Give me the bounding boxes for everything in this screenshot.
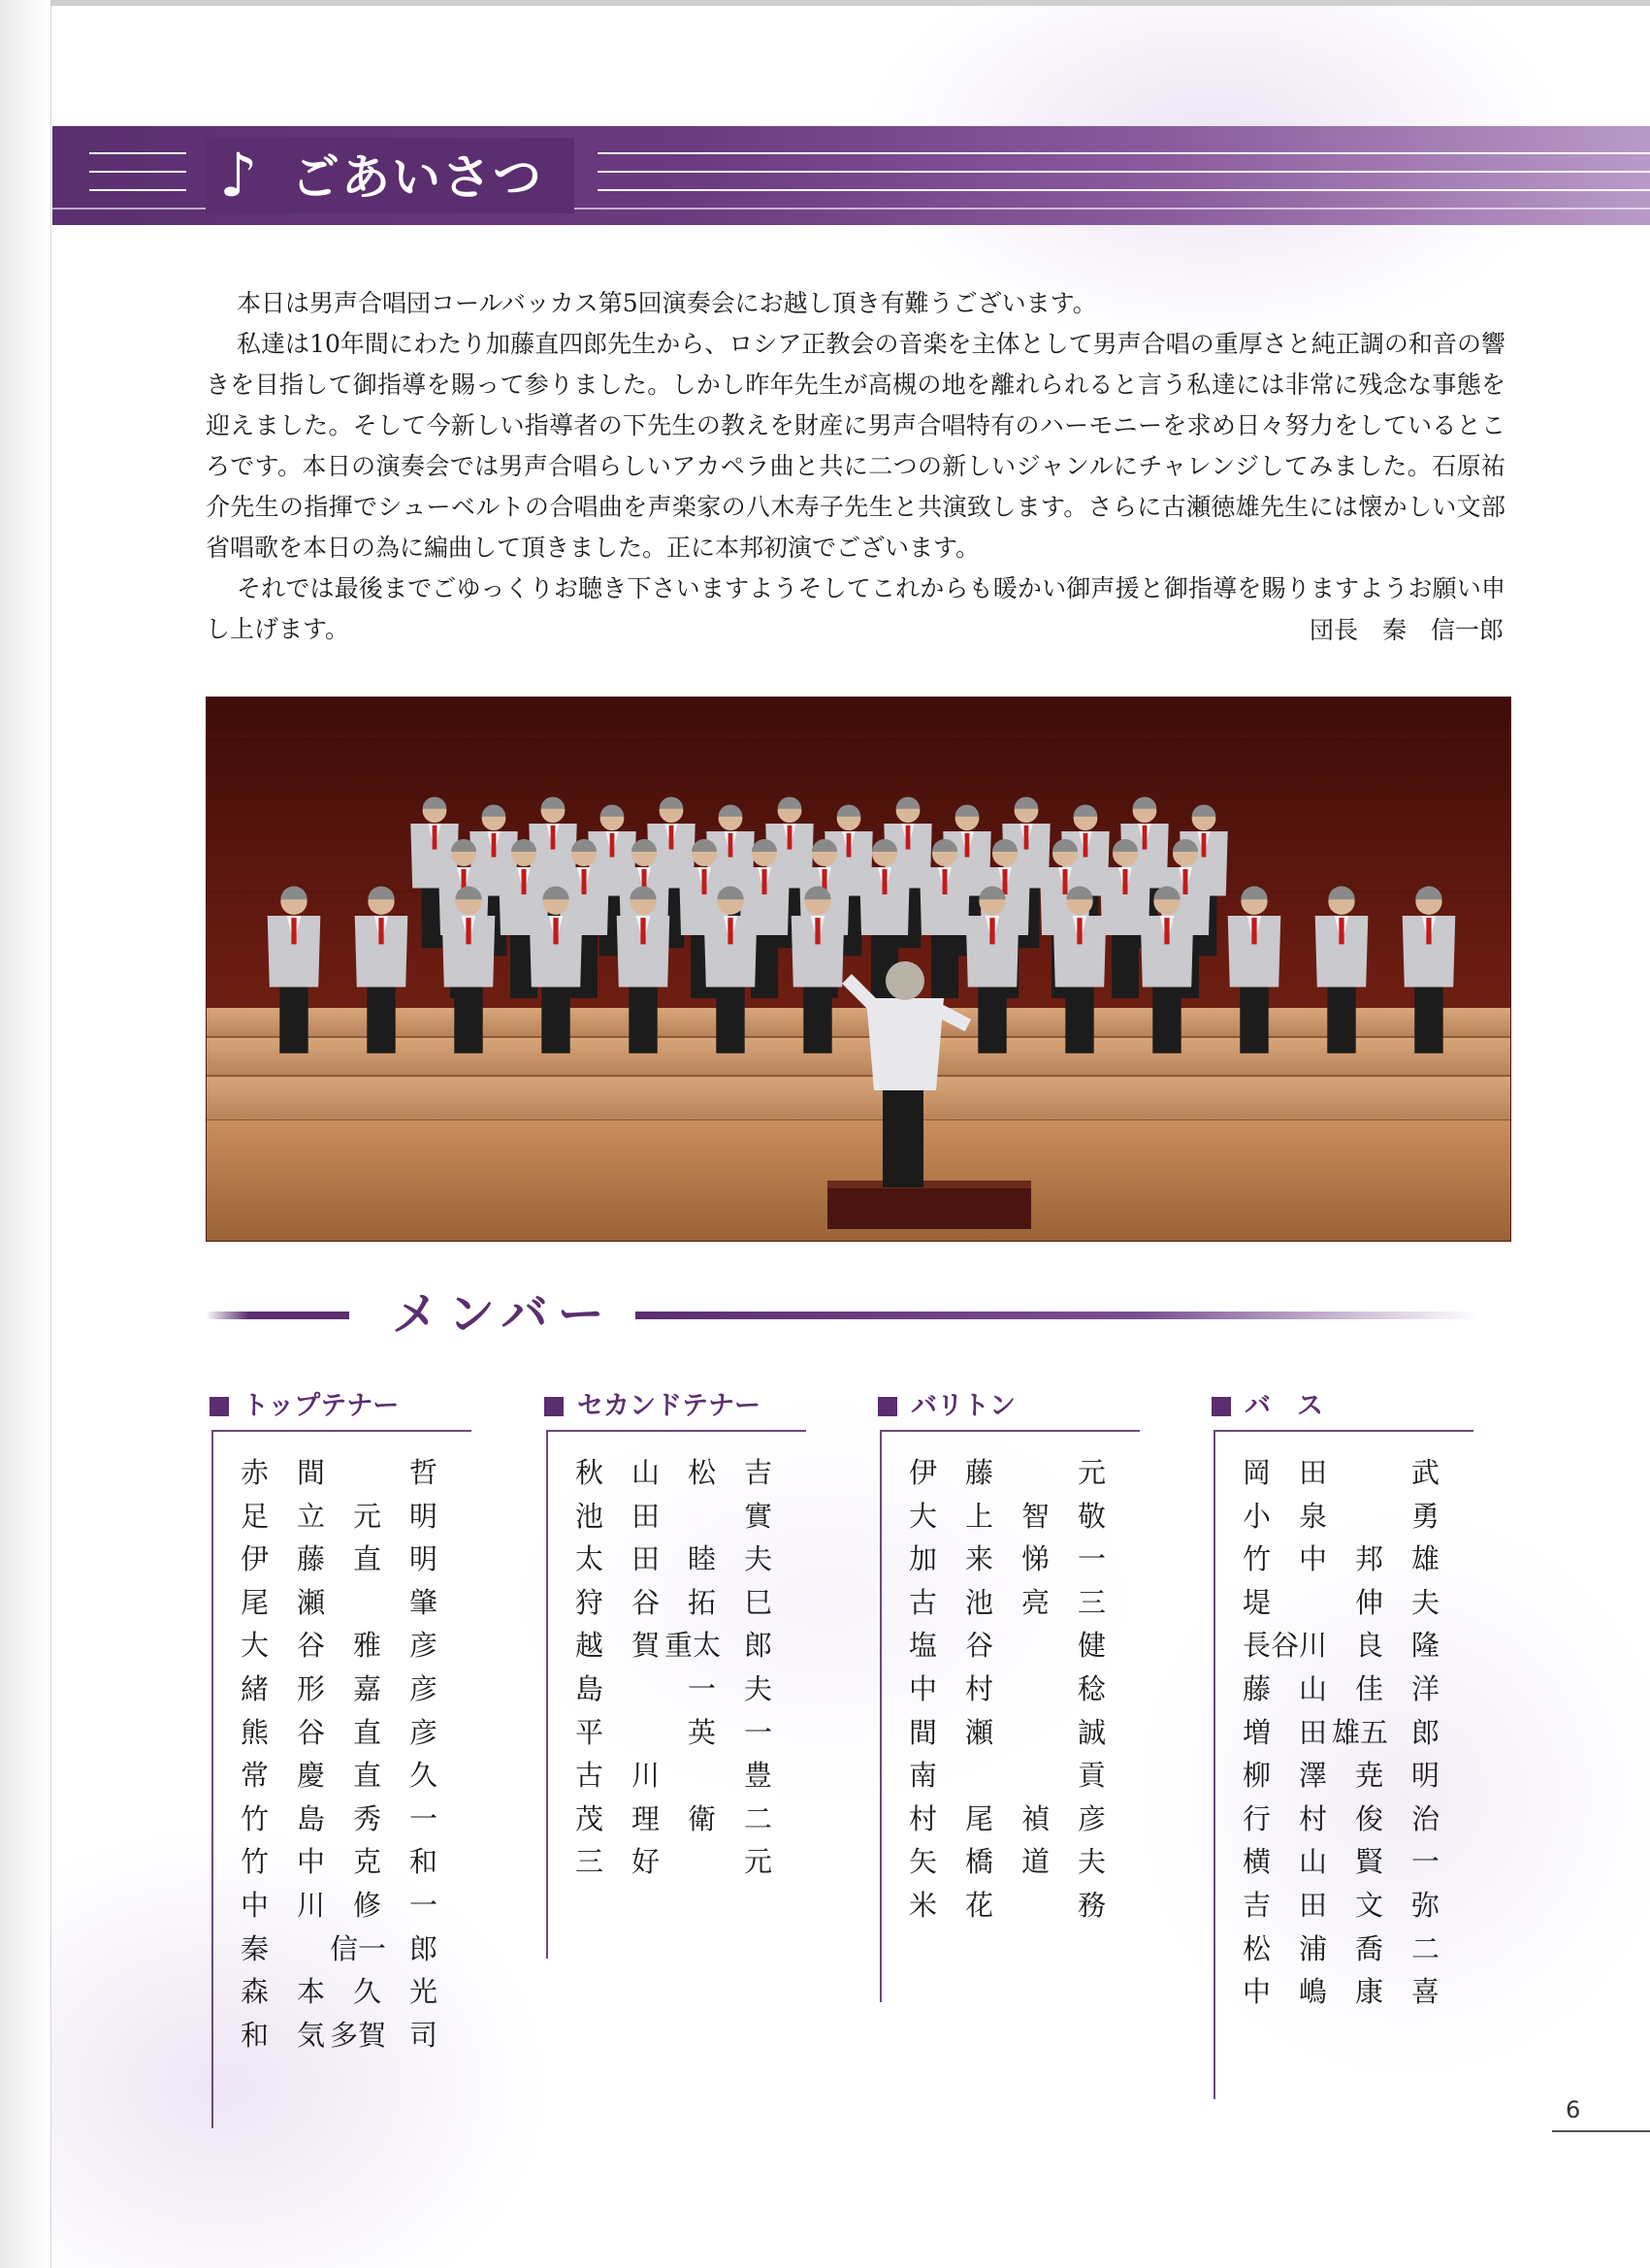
member-name-part: 弥 (1411, 1888, 1440, 1922)
member-name (1243, 1538, 1450, 1581)
member-name-part: 好 (631, 1845, 661, 1879)
member-name-part: 加 (909, 1542, 938, 1576)
member-name (241, 1538, 448, 1581)
member-name-part: 吉 (1243, 1888, 1272, 1922)
member-name-part: 直 (353, 1542, 382, 1576)
member-name (241, 1928, 448, 1971)
member-name (909, 1451, 1116, 1495)
member-name-part: 竹 (241, 1801, 270, 1835)
member-name-part: 中 (909, 1671, 938, 1705)
member-name-part: 重太 (664, 1629, 722, 1663)
section-second-tenor (544, 1387, 796, 1879)
greeting-paragraph: それでは最後までごゆっくりお聴き下さいますようそしてこれからも暖かい御声援と御指導を賜りますようお願い申し上げます。 (206, 574, 1505, 643)
names-list (1243, 1451, 1450, 2014)
member-name (909, 1581, 1116, 1625)
member-name-part: 理 (631, 1801, 661, 1835)
section-rule (880, 1430, 1140, 1432)
member-name-part: 嶋 (1299, 1975, 1328, 2009)
member-name (241, 1754, 448, 1798)
band-stripe (598, 189, 1650, 191)
section-rule (880, 1430, 882, 2002)
member-name-part: 佳 (1355, 1671, 1384, 1705)
member-name-part: 本 (297, 1975, 326, 2009)
band-stripe (598, 152, 1650, 154)
choir-photo (206, 697, 1511, 1242)
member-name (909, 1711, 1116, 1755)
greeting-paragraph: 本日は男声合唱団コールバッカス第5回演奏会にお越し頂き有難うございます。 (237, 289, 1097, 317)
member-name-part: 川 (1299, 1629, 1328, 1663)
member-name-part: 常 (241, 1759, 270, 1793)
member-name-part: 哲 (409, 1456, 438, 1489)
member-name (909, 1884, 1116, 1928)
member-name-part: 島 (297, 1801, 326, 1835)
member-name-part: 谷 (631, 1585, 661, 1619)
member-name-part: 治 (1411, 1801, 1440, 1835)
member-name-part: 嘉 (353, 1671, 382, 1705)
section-rule (1213, 1430, 1215, 2099)
band-stripe (89, 189, 186, 191)
member-name-part: 瀬 (965, 1715, 994, 1749)
member-name-part: 村 (1299, 1801, 1328, 1835)
member-name-part: 小 (1243, 1499, 1272, 1533)
member-name-part: 越 (575, 1629, 604, 1663)
member-name (575, 1711, 783, 1755)
member-name-part: 緒 (241, 1671, 270, 1705)
member-name-part: 彦 (1078, 1801, 1107, 1835)
member-name (1243, 1754, 1450, 1798)
page-title: ごあいさつ (291, 149, 543, 206)
member-name-part: 夫 (1411, 1585, 1440, 1619)
member-name-part: 古 (575, 1759, 604, 1793)
member-name-part: 禎 (1021, 1801, 1051, 1835)
member-name-part: 夫 (1078, 1845, 1107, 1879)
member-name-part: 一 (1078, 1542, 1107, 1576)
member-name-part: 上 (965, 1499, 994, 1533)
member-name-part: 久 (409, 1759, 438, 1793)
section-heading (210, 1387, 462, 1426)
member-name (1243, 1495, 1450, 1539)
member-name-part: 村 (965, 1671, 994, 1705)
member-name-part: 康 (1355, 1975, 1384, 2009)
member-name-part: 谷 (965, 1629, 994, 1663)
member-name-part: 豊 (744, 1759, 773, 1793)
member-name-part: 長谷 (1243, 1629, 1300, 1663)
members-rule-left (206, 1312, 349, 1319)
bullet-square-icon (544, 1397, 564, 1416)
member-name-part: 郎 (744, 1629, 773, 1663)
member-name (241, 1884, 448, 1928)
member-name-part: 二 (744, 1801, 773, 1835)
member-name-part: 隆 (1411, 1629, 1440, 1663)
member-name-part: 中 (241, 1888, 270, 1922)
member-name-part: 修 (353, 1888, 382, 1922)
member-name-part: 俊 (1355, 1801, 1384, 1835)
member-name-part: 克 (353, 1845, 382, 1879)
member-name-part: 尭 (1355, 1759, 1384, 1793)
member-name-part: 伸 (1355, 1585, 1384, 1619)
member-name-part: 来 (965, 1542, 994, 1576)
member-name-part: 武 (1411, 1456, 1440, 1489)
member-name-part: 三 (575, 1845, 604, 1879)
member-name-part: 光 (409, 1975, 438, 2009)
band-stripe (89, 152, 186, 154)
member-name (241, 1624, 448, 1668)
member-name-part: 中 (1243, 1975, 1272, 2009)
member-name-part: 間 (297, 1456, 326, 1489)
member-name-part: 亮 (1021, 1585, 1051, 1619)
member-name-part: 竹 (241, 1845, 270, 1879)
member-name-part: 彦 (409, 1715, 438, 1749)
member-name-part: 瀬 (297, 1585, 326, 1619)
section-baritone (878, 1387, 1130, 1922)
member-name-part: 田 (1299, 1715, 1328, 1749)
member-name (575, 1798, 783, 1841)
member-name-part: 尾 (965, 1801, 994, 1835)
member-name (575, 1668, 783, 1711)
bullet-square-icon (210, 1397, 229, 1416)
section-rule (211, 1430, 213, 2128)
member-name-part: 敬 (1078, 1499, 1107, 1533)
member-name-part: 久 (353, 1975, 382, 2009)
member-name-part: 良 (1355, 1629, 1384, 1663)
section-heading-label: バリトン (911, 1391, 1016, 1421)
member-name-part: 立 (297, 1499, 326, 1533)
member-name-part: 池 (575, 1499, 604, 1533)
member-name-part: 堤 (1243, 1585, 1272, 1619)
member-name-part: 谷 (297, 1715, 326, 1749)
member-name-part: 田 (1299, 1456, 1328, 1489)
section-heading-label: バ ス (1245, 1391, 1323, 1421)
member-name-part: 塩 (909, 1629, 938, 1663)
member-name-part: 勇 (1411, 1499, 1440, 1533)
member-name-part: 文 (1355, 1888, 1384, 1922)
member-name (909, 1624, 1116, 1668)
member-name (909, 1668, 1116, 1711)
member-name-part: 中 (1299, 1542, 1328, 1576)
member-name-part: 行 (1243, 1801, 1272, 1835)
section-heading (878, 1387, 1130, 1426)
member-name-part: 太 (575, 1542, 604, 1576)
section-rule (546, 1430, 806, 1432)
member-name-part: 伊 (909, 1456, 938, 1489)
member-name-part: 平 (575, 1715, 604, 1749)
bullet-square-icon (1212, 1397, 1231, 1416)
member-name-part: 伊 (241, 1542, 270, 1576)
member-name-part: 英 (688, 1715, 717, 1749)
names-list (241, 1451, 448, 2057)
member-name-part: 山 (631, 1456, 661, 1489)
names-list (909, 1451, 1116, 1928)
member-name-part: 道 (1021, 1845, 1051, 1879)
member-name-part: 大 (241, 1629, 270, 1663)
member-name-part: 川 (631, 1759, 661, 1793)
member-name-part: 間 (909, 1715, 938, 1749)
section-heading-label: セカンドテナー (577, 1391, 760, 1421)
member-name-part: 一 (688, 1671, 717, 1705)
member-name (909, 1754, 1116, 1798)
member-name-part: 和 (241, 2018, 270, 2052)
section-rule (211, 1430, 471, 1432)
member-name-part: 澤 (1299, 1759, 1328, 1793)
member-name (1243, 1668, 1450, 1711)
members-title: メンバー (392, 1287, 614, 1342)
member-name-part: 山 (1299, 1845, 1328, 1879)
member-name-part: 雄 (1411, 1542, 1440, 1576)
member-name-part: 村 (909, 1801, 938, 1835)
member-name-part: 實 (744, 1499, 773, 1533)
member-name-part: 郎 (1411, 1715, 1440, 1749)
greeting-text (206, 283, 1505, 650)
member-name (1243, 1581, 1450, 1625)
member-name-part: 司 (409, 2018, 438, 2052)
member-name-part: 夫 (744, 1542, 773, 1576)
member-name-part: 島 (575, 1671, 604, 1705)
member-name-part: 横 (1243, 1845, 1272, 1879)
member-name-part: 森 (241, 1975, 270, 2009)
member-name-part: 竹 (1243, 1542, 1272, 1576)
member-name-part: 夫 (744, 1671, 773, 1705)
member-name (1243, 1840, 1450, 1884)
member-name-part: 直 (353, 1715, 382, 1749)
member-name-part: 郎 (409, 1931, 438, 1965)
names-list (575, 1451, 783, 1884)
member-name-part: 花 (965, 1888, 994, 1922)
page-number-rule (1552, 2130, 1650, 2132)
member-name-part: 狩 (575, 1585, 604, 1619)
member-name (575, 1624, 783, 1668)
member-name-part: 元 (353, 1499, 382, 1533)
member-name-part: 賢 (1355, 1845, 1384, 1879)
member-name-part: 務 (1078, 1888, 1107, 1922)
greeting-signature: 団長 秦 信一郎 (1309, 616, 1504, 644)
member-name-part: 秦 (241, 1931, 270, 1965)
member-name (241, 1840, 448, 1884)
section-heading (544, 1387, 796, 1426)
bullet-square-icon (878, 1397, 897, 1416)
member-name (575, 1840, 783, 1884)
member-name (909, 1840, 1116, 1884)
member-name-part: 川 (297, 1888, 326, 1922)
member-name (241, 2014, 448, 2057)
member-name (1243, 1884, 1450, 1928)
member-name (241, 1668, 448, 1711)
member-name-part: 赤 (241, 1456, 270, 1489)
member-name-part: 雅 (353, 1629, 382, 1663)
member-name-part: 一 (1411, 1845, 1440, 1879)
member-name-part: 彦 (409, 1629, 438, 1663)
member-name-part: 邦 (1355, 1542, 1384, 1576)
member-name-part: 秋 (575, 1456, 604, 1489)
member-name-part: 浦 (1299, 1931, 1328, 1965)
members-rule-right (635, 1312, 1479, 1319)
member-name (909, 1495, 1116, 1539)
member-name (575, 1451, 783, 1495)
member-name (1243, 1451, 1450, 1495)
member-name (241, 1798, 448, 1841)
member-name (575, 1754, 783, 1798)
member-name-part: 直 (353, 1759, 382, 1793)
member-name-part: 熊 (241, 1715, 270, 1749)
member-name-part: 吉 (744, 1456, 773, 1489)
member-name-part: 彦 (409, 1671, 438, 1705)
page-top-edge (50, 0, 1650, 6)
member-name-part: 明 (409, 1499, 438, 1533)
member-name-part: 喬 (1355, 1931, 1384, 1965)
page-number: 6 (1566, 2096, 1581, 2123)
section-rule (546, 1430, 548, 1959)
member-name-part: 智 (1021, 1499, 1051, 1533)
member-name (241, 1970, 448, 2014)
member-name (1243, 1798, 1450, 1841)
band-stripe (89, 171, 186, 173)
member-name-part: 誠 (1078, 1715, 1107, 1749)
member-name-part: 池 (965, 1585, 994, 1619)
member-name-part: 衛 (688, 1801, 717, 1835)
member-name-part: 喜 (1411, 1975, 1440, 2009)
member-name-part: 岡 (1243, 1456, 1272, 1489)
section-rule (1213, 1430, 1473, 1432)
member-name-part: 南 (909, 1759, 938, 1793)
member-name (1243, 1928, 1450, 1971)
member-name-part: 秀 (353, 1801, 382, 1835)
member-name-part: 橋 (965, 1845, 994, 1879)
member-name-part: 雄五 (1332, 1715, 1389, 1749)
member-name-part: 尾 (241, 1585, 270, 1619)
member-name-part: 多賀 (330, 2018, 387, 2052)
member-name-part: 稔 (1078, 1671, 1107, 1705)
member-name-part: 一 (409, 1888, 438, 1922)
member-name-part: 貢 (1078, 1759, 1107, 1793)
member-name-part: 二 (1411, 1931, 1440, 1965)
member-name (241, 1711, 448, 1755)
member-name-part: 田 (631, 1542, 661, 1576)
section-heading (1212, 1387, 1464, 1426)
member-name-part: 一 (744, 1715, 773, 1749)
member-name (241, 1495, 448, 1539)
member-name-part: 一 (409, 1801, 438, 1835)
member-name-part: 元 (744, 1845, 773, 1879)
member-name-part: 大 (909, 1499, 938, 1533)
member-name-part: 矢 (909, 1845, 938, 1879)
member-name-part: 洋 (1411, 1671, 1440, 1705)
page-binding-edge (0, 0, 51, 2268)
member-name-part: 山 (1299, 1671, 1328, 1705)
member-name (575, 1581, 783, 1625)
member-name-part: 米 (909, 1888, 938, 1922)
member-name-part: 気 (297, 2018, 326, 2052)
member-name-part: 中 (297, 1845, 326, 1879)
member-name-part: 肇 (409, 1585, 438, 1619)
section-top-tenor (210, 1387, 462, 2052)
member-name-part: 賀 (631, 1629, 661, 1663)
member-name (241, 1581, 448, 1625)
member-name-part: 拓 (688, 1585, 717, 1619)
member-name-part: 悌 (1021, 1542, 1051, 1576)
member-name-part: 形 (297, 1671, 326, 1705)
section-bass (1212, 1387, 1464, 2009)
member-name-part: 元 (1078, 1456, 1107, 1489)
member-name-part: 田 (1299, 1888, 1328, 1922)
member-name-part: 健 (1078, 1629, 1107, 1663)
member-name (241, 1451, 448, 1495)
member-name-part: 増 (1243, 1715, 1272, 1749)
music-note-icon: ♪ (219, 140, 258, 211)
member-name-part: 明 (409, 1542, 438, 1576)
greeting-paragraph: 私達は10年間にわたり加藤直四郎先生から、ロシア正教会の音楽を主体として男声合唱の重厚さと純正調の和音の響きを目指して御指導を賜って参りました。しかし昨年先生が高槻の地を離れられると言う私達には非常に残念な事態を迎えました。そして今新しい指導者の下先生の教えを財産に男声合唱特有のハーモニーを求め日々努力をしているところです。本日の演奏会では男声合唱らしいアカペラ曲と共に二つの新しいジャンルにチャレンジしてみました。石原祐介先生の指揮でシューベルトの合唱曲を声楽家の八木寿子先生と共演致します。さらに古瀬徳雄先生には懐かしい文部省唱歌を本日の為に編曲して頂きました。正に本邦初演でございます。 (206, 330, 1505, 562)
member-name-part: 和 (409, 1845, 438, 1879)
member-name-part: 柳 (1243, 1759, 1272, 1793)
member-name (575, 1538, 783, 1581)
member-name (1243, 1711, 1450, 1755)
member-name-part: 慶 (297, 1759, 326, 1793)
member-name-part: 藤 (297, 1542, 326, 1576)
member-name (909, 1538, 1116, 1581)
member-name-part: 古 (909, 1585, 938, 1619)
member-name-part: 睦 (688, 1542, 717, 1576)
member-name (909, 1798, 1116, 1841)
member-name-part: 田 (631, 1499, 661, 1533)
member-name-part: 巳 (744, 1585, 773, 1619)
section-heading-label: トップテナー (243, 1391, 400, 1421)
member-name-part: 谷 (297, 1629, 326, 1663)
member-name-part: 松 (1243, 1931, 1272, 1965)
member-name-part: 藤 (1243, 1671, 1272, 1705)
member-name (575, 1495, 783, 1539)
member-name (1243, 1624, 1450, 1668)
member-name-part: 明 (1411, 1759, 1440, 1793)
member-name-part: 三 (1078, 1585, 1107, 1619)
band-stripe (598, 171, 1650, 173)
member-name-part: 松 (688, 1456, 717, 1489)
member-name-part: 信一 (330, 1931, 387, 1965)
member-name-part: 足 (241, 1499, 270, 1533)
member-name (1243, 1970, 1450, 2014)
member-name-part: 茂 (575, 1801, 604, 1835)
member-name-part: 藤 (965, 1456, 994, 1489)
member-name-part: 泉 (1299, 1499, 1328, 1533)
